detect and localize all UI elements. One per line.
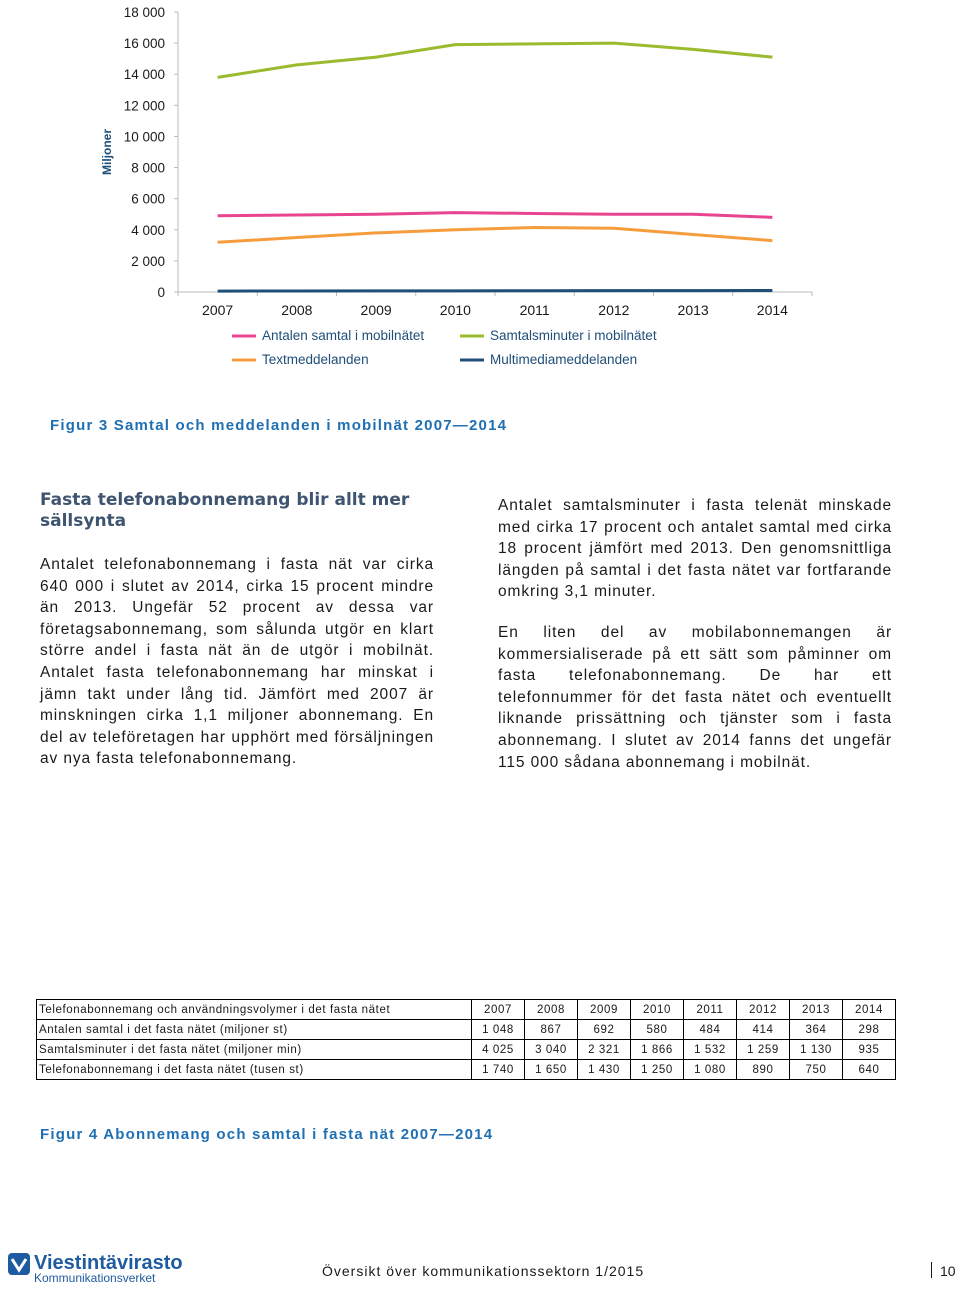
table-row (37, 1020, 896, 1040)
table-cell: 484 (684, 1020, 737, 1040)
table-cell: 2012 (737, 1000, 790, 1020)
table-cell: 2 321 (578, 1040, 631, 1060)
right-column (498, 495, 892, 792)
y-tick-label: 12 000 (123, 98, 165, 114)
table-cell: 414 (737, 1020, 790, 1040)
x-tick-label: 2008 (281, 302, 313, 318)
table-cell: 1 532 (684, 1040, 737, 1060)
table-cell: 1 250 (631, 1060, 684, 1080)
section-heading: Fasta telefonabonnemang blir allt mer sällsynta (40, 490, 410, 531)
x-tick-label: 2013 (677, 302, 709, 318)
figure-4-caption: Figur 4 Abonnemang och samtal i fasta nät 2007—2014 (40, 1126, 494, 1143)
table-cell: 580 (631, 1020, 684, 1040)
table-cell: 2014 (843, 1000, 896, 1020)
left-column (40, 554, 434, 789)
table-cell: 2011 (684, 1000, 737, 1020)
logo-subtitle: Kommunikationsverket (34, 1271, 156, 1285)
table-cell: 2008 (525, 1000, 578, 1020)
y-tick-label: 18 000 (123, 5, 165, 20)
y-tick-label: 4 000 (131, 222, 165, 238)
table-cell: 2009 (578, 1000, 631, 1020)
y-tick-label: 14 000 (123, 67, 165, 83)
chart-series (218, 43, 773, 291)
x-axis (178, 292, 812, 318)
table-cell: 1 130 (790, 1040, 843, 1060)
table-cell: 1 650 (525, 1060, 578, 1080)
table-row-label: Samtalsminuter i det fasta nätet (miljoner min) (37, 1040, 472, 1060)
table-cell: 1 430 (578, 1060, 631, 1080)
table-cell: 1 048 (472, 1020, 525, 1040)
table-header-row (37, 1000, 896, 1020)
line-chart (0, 0, 960, 400)
y-axis (100, 5, 178, 300)
footer-logo (6, 1251, 196, 1290)
y-tick-label: 0 (157, 285, 165, 300)
y-tick-label: 2 000 (131, 253, 165, 269)
table-cell: 1 080 (684, 1060, 737, 1080)
chart-legend (232, 328, 657, 367)
x-tick-label: 2007 (202, 302, 234, 318)
x-tick-label: 2009 (360, 302, 392, 318)
table-cell: 3 040 (525, 1040, 578, 1060)
legend-label: Samtalsminuter i mobilnätet (490, 328, 657, 343)
x-tick-label: 2010 (439, 302, 471, 318)
table-cell: 298 (843, 1020, 896, 1040)
y-tick-label: 6 000 (131, 191, 165, 207)
y-axis-title: Miljoner (100, 128, 114, 176)
page-number: 10 (940, 1263, 956, 1279)
figure-3-caption: Figur 3 Samtal och meddelanden i mobilnät 2007—2014 (50, 417, 508, 434)
y-tick-label: 16 000 (123, 36, 165, 52)
table-row-label: Telefonabonnemang och användningsvolymer i det fasta nätet (37, 1000, 472, 1020)
table-cell: 4 025 (472, 1040, 525, 1060)
table-cell: 2013 (790, 1000, 843, 1020)
logo-name: Viestintävirasto (34, 1252, 183, 1274)
x-tick-label: 2014 (756, 302, 788, 318)
series-line (218, 290, 773, 291)
table-row (37, 1060, 896, 1080)
table-cell: 2010 (631, 1000, 684, 1020)
table-cell: 640 (843, 1060, 896, 1080)
series-line (218, 213, 773, 218)
table-cell: 750 (790, 1060, 843, 1080)
table-cell: 1 740 (472, 1060, 525, 1080)
footer-publication: Översikt över kommunikationssektorn 1/2015 (322, 1263, 645, 1279)
table-cell: 692 (578, 1020, 631, 1040)
legend-label: Multimediameddelanden (490, 352, 638, 367)
data-table (36, 999, 896, 1080)
legend-label: Textmeddelanden (262, 352, 369, 367)
x-tick-label: 2011 (519, 302, 550, 318)
left-paragraph: Antalet telefonabonnemang i fasta nät var cirka 640 000 i slutet av 2014, cirka 15 procent mindre än 2013. Ungefär 52 procent av dessa var företagsabonnemang, som sålunda utgör en klart större andel i fasta nät än de utgör i mobilnät. Antalet fasta telefonabonnemang har minskat i jämn takt under lång tid. Jämfört med 2007 är minskningen cirka 1,1 miljoner abonnemang. En del av teleföretagen har upphört med försäljningen av nya fasta telefonabonnemang. (40, 556, 434, 768)
table-cell: 935 (843, 1040, 896, 1060)
series-line (218, 43, 773, 77)
table-row-label: Antalen samtal i det fasta nätet (miljoner st) (37, 1020, 472, 1040)
table-cell: 2007 (472, 1000, 525, 1020)
table-cell: 1 259 (737, 1040, 790, 1060)
right-paragraph-2: En liten del av mobilabonnemangen är kommersialiserade på ett sätt som påminner om fasta telefonabonnemang. De har ett telefonnummer för det fasta nätet och eventuellt liknande prissättning och tjänster som i fasta abonnemang. I slutet av 2014 fanns det ungefär 115 000 sådana abonnemang i mobilnät. (498, 623, 892, 771)
table-row-label: Telefonabonnemang i det fasta nätet (tusen st) (37, 1060, 472, 1080)
table-cell: 867 (525, 1020, 578, 1040)
legend-label: Antalen samtal i mobilnätet (262, 328, 425, 343)
y-tick-label: 10 000 (123, 129, 165, 145)
series-line (218, 227, 773, 242)
table-row (37, 1040, 896, 1060)
table-cell: 890 (737, 1060, 790, 1080)
y-tick-label: 8 000 (131, 160, 165, 176)
right-paragraph-1: Antalet samtalsminuter i fasta telenät minskade med cirka 17 procent och antalet samtal med cirka 18 procent jämfört med 2013. Den genomsnittliga längden på samtal i det fasta nätet var fortfarande omkring 3,1 minuter. (498, 497, 892, 601)
table-cell: 364 (790, 1020, 843, 1040)
x-tick-label: 2012 (598, 302, 630, 318)
footer-divider (931, 1262, 932, 1278)
viestintavirasto-logo-icon (8, 1253, 30, 1275)
table-cell: 1 866 (631, 1040, 684, 1060)
